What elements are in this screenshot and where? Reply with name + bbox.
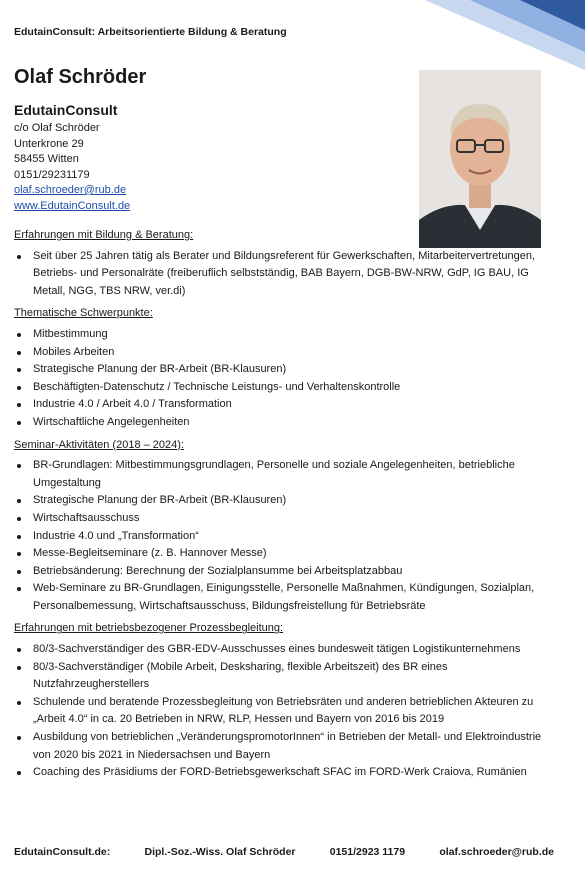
list-item: 80/3-Sachverständiger (Mobile Arbeit, Desksharing, flexible Arbeitszeit) des BR eines Nutzfahrzeugherstellers <box>14 659 554 694</box>
section-seminars <box>14 437 554 616</box>
section-experience <box>14 227 554 300</box>
phone-number: 0151/29231179 <box>14 168 90 181</box>
list-item: Ausbildung von betrieblichen „VeränderungspromotorInnen“ in Betrieben der Metall- und Elektroindustrie von 2020 bis 2021 in Niedersachsen und Bayern <box>14 729 554 764</box>
address-line: Unterkrone 29 <box>14 137 84 150</box>
cv-content <box>14 222 554 782</box>
list-item: Web-Seminare zu BR-Grundlagen, Einigungsstelle, Personelle Maßnahmen, Kündigungen, Sozialplan, Personalbemessung, Wirtschaftsausschuss, Bildungsfreistellung für Betriebsräte <box>14 580 554 615</box>
section-heading: Seminar-Aktivitäten (2018 – 2024): <box>14 438 184 451</box>
list-item: Mobiles Arbeiten <box>14 344 554 362</box>
website-link[interactable]: www.EdutainConsult.de <box>14 199 131 212</box>
person-name: Olaf Schröder <box>14 66 147 88</box>
footer-email: olaf.schroeder@rub.de <box>439 846 554 858</box>
list-item: Beschäftigten-Datenschutz / Technische Leistungs- und Verhaltenskontrolle <box>14 379 554 397</box>
list-item: 80/3-Sachverständiger des GBR-EDV-Ausschusses eines bundesweit tätigen Logistikunternehmens <box>14 641 554 659</box>
list-item: Messe-Begleitseminare (z. B. Hannover Messe) <box>14 545 554 563</box>
page-footer <box>14 846 554 858</box>
header-tagline: EdutainConsult: Arbeitsorientierte Bildung & Beratung <box>14 26 287 38</box>
list-item: Betriebsänderung: Berechnung der Sozialplansumme bei Arbeitsplatzabbau <box>14 563 554 581</box>
email-link[interactable]: olaf.schroeder@rub.de <box>14 184 127 196</box>
section-focus <box>14 305 554 431</box>
list-item: Coaching des Präsidiums der FORD-Betriebsgewerkschaft SFAC im FORD-Werk Craiova, Rumänien <box>14 764 554 782</box>
list-item: Industrie 4.0 und „Transformation“ <box>14 528 554 546</box>
footer-org: EdutainConsult.de: <box>14 846 111 858</box>
list-item: Mitbestimmung <box>14 326 554 344</box>
footer-title: Dipl.-Soz.-Wiss. Olaf Schröder <box>144 846 296 858</box>
section-process <box>14 620 554 781</box>
address-line: 58455 Witten <box>14 153 79 165</box>
list-item: Strategische Planung der BR-Arbeit (BR-Klausuren) <box>14 361 554 379</box>
list-item: Wirtschaftliche Angelegenheiten <box>14 414 554 432</box>
section-heading: Thematische Schwerpunkte: <box>14 307 153 320</box>
address-line: c/o Olaf Schröder <box>14 122 100 134</box>
corner-decoration <box>425 0 585 70</box>
list-item: Strategische Planung der BR-Arbeit (BR-Klausuren) <box>14 492 554 510</box>
list-item: Industrie 4.0 / Arbeit 4.0 / Transformation <box>14 396 554 414</box>
section-heading: Erfahrungen mit betriebsbezogener Prozessbegleitung: <box>14 622 284 635</box>
footer-phone: 0151/2923 1179 <box>329 846 406 858</box>
list-item: BR-Grundlagen: Mitbestimmungsgrundlagen, Personelle und soziale Angelegenheiten, betriebliche Umgestaltung <box>14 457 554 492</box>
list-item: Wirtschaftsausschuss <box>14 510 554 528</box>
organization-name: EdutainConsult <box>14 102 118 118</box>
list-item: Seit über 25 Jahren tätig als Berater und Bildungsreferent für Gewerkschaften, Mitarbeitervertretungen, Betriebs- und Personalräte (freiberuflich selbstständig, BAB Bayern, DGB-BW-NRW, GdP, IG BAU, IG Metall, NGG, TBS NRW, ver.di) <box>14 248 554 301</box>
section-heading: Erfahrungen mit Bildung & Beratung: <box>14 229 194 241</box>
list-item: Schulende und beratende Prozessbegleitung von Betriebsräten und anderen betrieblichen Akteuren zu „Arbeit 4.0“ in ca. 20 Betrieben in NRW, RLP, Hessen und Bayern von 2016 bis 2019 <box>14 694 554 729</box>
contact-block <box>14 101 404 214</box>
